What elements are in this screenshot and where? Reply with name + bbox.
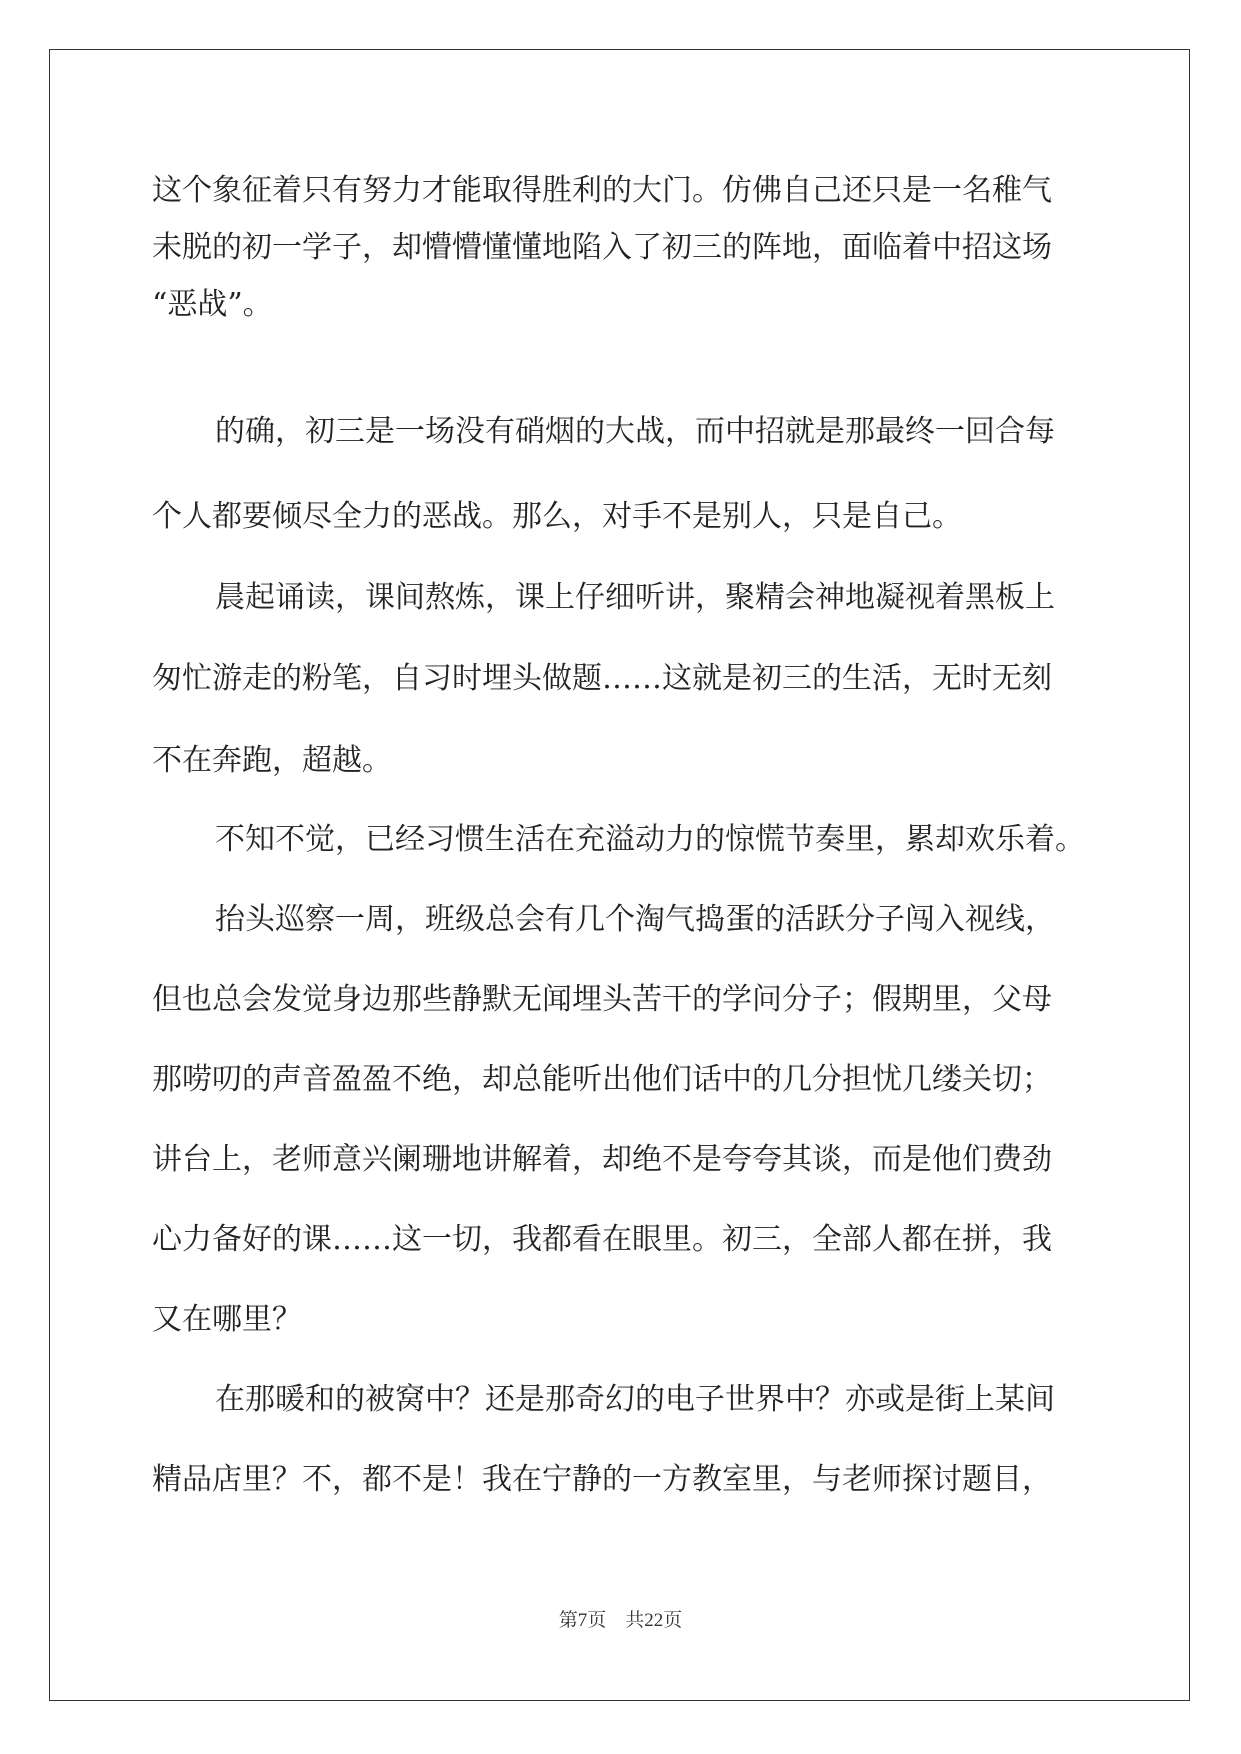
text-line: 晨起诵读，课间熬炼，课上仔细听讲，聚精会神地凝视着黑板上 <box>215 580 1055 615</box>
text-line: 匆忙游走的粉笔，自习时埋头做题……这就是初三的生活，无时无刻 <box>152 661 1052 696</box>
text-line: 精品店里？不，都不是！我在宁静的一方教室里，与老师探讨题目， <box>152 1462 1052 1497</box>
page-number-footer: 第7页 共22页 <box>558 1610 683 1631</box>
text-line: 但也总会发觉身边那些静默无闻埋头苦干的学问分子；假期里，父母 <box>152 982 1052 1017</box>
text-line: 讲台上，老师意兴阑珊地讲解着，却绝不是夸夸其谈，而是他们费劲 <box>152 1142 1052 1177</box>
text-line: 这个象征着只有努力才能取得胜利的大门。仿佛自己还只是一名稚气 <box>152 173 1052 208</box>
text-line: 个人都要倾尽全力的恶战。那么，对手不是别人，只是自己。 <box>152 499 962 534</box>
text-line: “恶战”。 <box>152 287 273 322</box>
text-line: 未脱的初一学子，却懵懵懂懂地陷入了初三的阵地，面临着中招这场 <box>152 230 1052 265</box>
text-line: 不知不觉，已经习惯生活在充溢动力的惊慌节奏里，累却欢乐着。 <box>215 822 1085 857</box>
text-line: 不在奔跑，超越。 <box>152 743 392 778</box>
text-line: 心力备好的课……这一切，我都看在眼里。初三，全部人都在拼，我 <box>152 1222 1052 1257</box>
text-line: 抬头巡察一周，班级总会有几个淘气捣蛋的活跃分子闯入视线， <box>215 902 1055 937</box>
text-line: 在那暖和的被窝中？还是那奇幻的电子世界中？亦或是街上某间 <box>215 1382 1055 1417</box>
text-line: 的确，初三是一场没有硝烟的大战，而中招就是那最终一回合每 <box>215 414 1055 449</box>
text-line: 那唠叨的声音盈盈不绝，却总能听出他们话中的几分担忧几缕关切； <box>152 1062 1052 1097</box>
text-line: 又在哪里？ <box>152 1302 302 1337</box>
